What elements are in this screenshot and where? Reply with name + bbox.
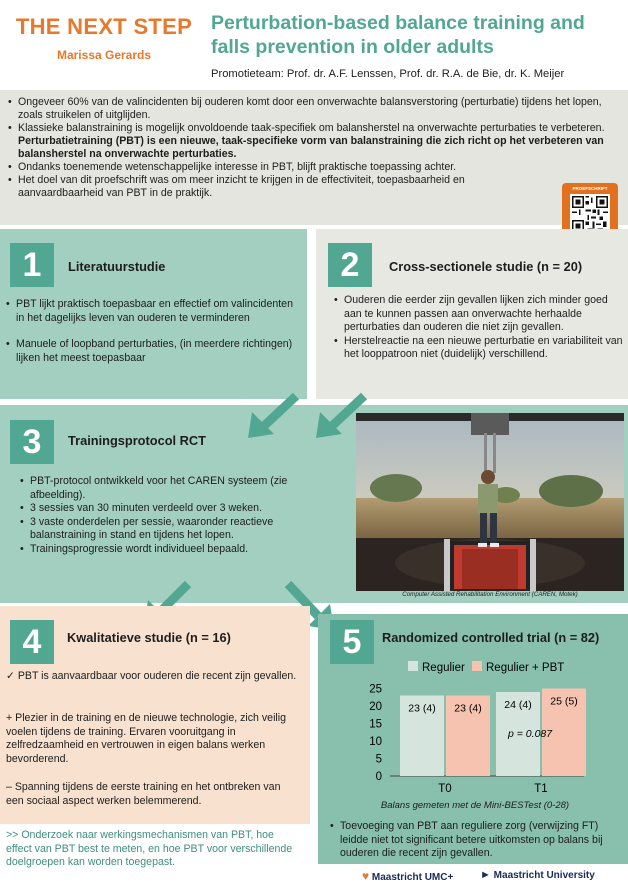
logo-maastricht-umc bbox=[362, 869, 453, 883]
list-item: • Trainingsprogressie wordt individueel bepaald. bbox=[20, 543, 300, 557]
legend-swatch-regulier bbox=[408, 661, 418, 671]
legend-label-pbt: Regulier + PBT bbox=[486, 662, 565, 674]
step-number: 1 bbox=[10, 243, 54, 287]
x-tick-label: T0 bbox=[438, 783, 452, 795]
photo-caption: Computer Assisted Rehabilitation Environment (CAREN, Motek) bbox=[402, 591, 578, 598]
intro-item: • Ongeveer 60% van de valincidenten bij ouderen komt door een onverwachte balansverstoring (perturbatie) tijdens het lopen, zoals struikelen of uitglijden. bbox=[8, 96, 620, 122]
step-number: 3 bbox=[10, 420, 54, 464]
list-item: • Manuele of loopband perturbaties, (in meerdere richtingen) lijken het meest toepasbaar bbox=[6, 338, 296, 365]
intro-item: • Het doel van dit proefschrift was om meer inzicht te krijgen in de effectiviteit, toepasbaarheid en aanvaardbaarheid van PBT in de praktijk. bbox=[8, 174, 620, 200]
legend-swatch-pbt bbox=[472, 661, 482, 671]
box-list bbox=[334, 294, 624, 362]
author-name: Marissa Gerards bbox=[56, 48, 152, 62]
chart-legend bbox=[408, 661, 564, 674]
box-literature bbox=[0, 229, 307, 399]
bar-data-label: 24 (4) bbox=[504, 699, 532, 711]
legend-label-regulier: Regulier bbox=[422, 662, 465, 674]
intro-item: • Ondanks toenemende wetenschappelijke interesse in PBT, blijft praktische toepassing achter. bbox=[8, 161, 620, 174]
um-arrow-icon: ► bbox=[480, 869, 491, 881]
list-item: • PBT-protocol ontwikkeld voor het CAREN systeem (zie afbeelding). bbox=[20, 475, 300, 502]
x-axis bbox=[438, 783, 547, 795]
brand-title: THE NEXT STEP bbox=[15, 14, 193, 39]
y-tick-label: 10 bbox=[369, 736, 382, 748]
step-number: 5 bbox=[330, 620, 374, 664]
umc-heart-icon: ♥ bbox=[362, 869, 370, 883]
y-tick-label: 5 bbox=[375, 753, 382, 766]
y-tick-label: 15 bbox=[369, 718, 382, 731]
chart-bars bbox=[400, 689, 586, 777]
intro-panel bbox=[0, 90, 628, 225]
box-qualitative bbox=[0, 606, 310, 824]
list-item: • Toevoeging van PBT aan reguliere zorg (verwijzing FT) leidde niet tot significant betere uitkomsten op balans bij ouderen die recent zijn gevallen. bbox=[330, 820, 624, 861]
intro-list bbox=[8, 96, 620, 200]
box-list bbox=[20, 475, 300, 556]
y-tick-label: 0 bbox=[375, 771, 382, 783]
intro-item bbox=[8, 122, 620, 161]
box-list bbox=[330, 820, 624, 861]
finding-positive: ✓ PBT is aanvaardbaar voor ouderen die recent zijn gevallen. bbox=[6, 670, 297, 682]
logo-maastricht-university bbox=[480, 869, 595, 881]
bar-data-label: 25 (5) bbox=[550, 695, 578, 708]
intro-item-bold: Perturbatietraining (PBT) is een nieuwe, taak-specifieke vorm van balanstraining die zich richt op het verbeteren van balansherstel na onverwachte perturbaties. bbox=[18, 135, 604, 160]
caren-photo bbox=[356, 413, 624, 591]
intro-item-plain: Klassieke balanstraining is mogelijk onvoldoende taak-specifiek om balansherstel na onverwachte perturbaties te verbeteren. bbox=[18, 122, 605, 134]
list-item: • PBT lijkt praktisch toepasbaar en effectief om valincidenten in het dagelijks leven van ouderen te verminderen bbox=[6, 298, 296, 325]
finding-barriers: – Spanning tijdens de eerste training en het ontbreken van een sociaal aspect werken belemmerend. bbox=[6, 781, 281, 807]
y-tick-label: 25 bbox=[369, 683, 382, 696]
bar-data-label: 23 (4) bbox=[408, 702, 436, 715]
list-item: • 3 vaste onderdelen per sessie, waaronder reactieve balanstraining in stand en tijdens het lopen. bbox=[20, 516, 300, 543]
list-item: • 3 sessies van 30 minuten verdeeld over 3 weken. bbox=[20, 502, 300, 516]
finding-facilitators: + Plezier in de training en de nieuwe technologie, zich veilig voelen tijdens de training. Ervaren vooruitgang in zelfredzaamheid en vertrouwen in eigen balans werken bevorderend. bbox=[6, 712, 287, 765]
chart-caption: Balans gemeten met de Mini-BESTest (0-28) bbox=[380, 800, 570, 811]
qr-code-icon[interactable] bbox=[570, 194, 610, 234]
box-title: Literatuurstudie bbox=[68, 259, 166, 274]
logo-text: Maastricht University bbox=[493, 870, 595, 881]
bar-data-label: 23 (4) bbox=[454, 702, 482, 715]
box-title: Trainingsprotocol RCT bbox=[68, 433, 206, 448]
arrow-down-left-icon bbox=[312, 392, 372, 442]
brand-block bbox=[8, 14, 200, 62]
box-list bbox=[6, 298, 296, 365]
list-item: • Ouderen die eerder zijn gevallen lijken zich minder goed aan te kunnen passen aan onverwachte herhaalde perturbaties dan ouderen die niet zijn gevallen. bbox=[334, 294, 624, 335]
promotion-team: Promotieteam: Prof. dr. A.F. Lenssen, Prof. dr. R.A. de Bie, dr. K. Meijer bbox=[211, 68, 565, 80]
box-cross-sectional bbox=[316, 229, 628, 399]
y-tick-label: 20 bbox=[369, 701, 382, 713]
future-research-note: >> Onderzoek naar werkingsmechanismen van PBT, hoe effect van PBT best te meten, en hoe PBT voor verschillende doelgroepen kan worden toegepast. bbox=[6, 829, 293, 868]
step-number: 4 bbox=[10, 620, 54, 664]
list-item: • Herstelreactie na een nieuwe perturbatie en variabiliteit van het looppatroon niet (duidelijk) verschillend. bbox=[334, 335, 624, 362]
box-title: Kwalitatieve studie (n = 16) bbox=[67, 630, 231, 645]
box-title: Cross-sectionele studie (n = 20) bbox=[389, 259, 583, 274]
qr-label: PROEFSCHRIFT bbox=[572, 186, 608, 191]
balance-chart bbox=[348, 658, 620, 818]
poster-title: Perturbation-based balance training and falls prevention in older adults bbox=[211, 12, 585, 58]
x-tick-label: T1 bbox=[534, 783, 548, 795]
step-number: 2 bbox=[328, 243, 372, 287]
logo-text: Maastricht UMC+ bbox=[371, 872, 454, 883]
arrow-down-left-icon bbox=[244, 392, 304, 442]
p-value-annotation: p = 0.087 bbox=[508, 728, 553, 740]
box-title: Randomized controlled trial (n = 82) bbox=[382, 630, 600, 645]
